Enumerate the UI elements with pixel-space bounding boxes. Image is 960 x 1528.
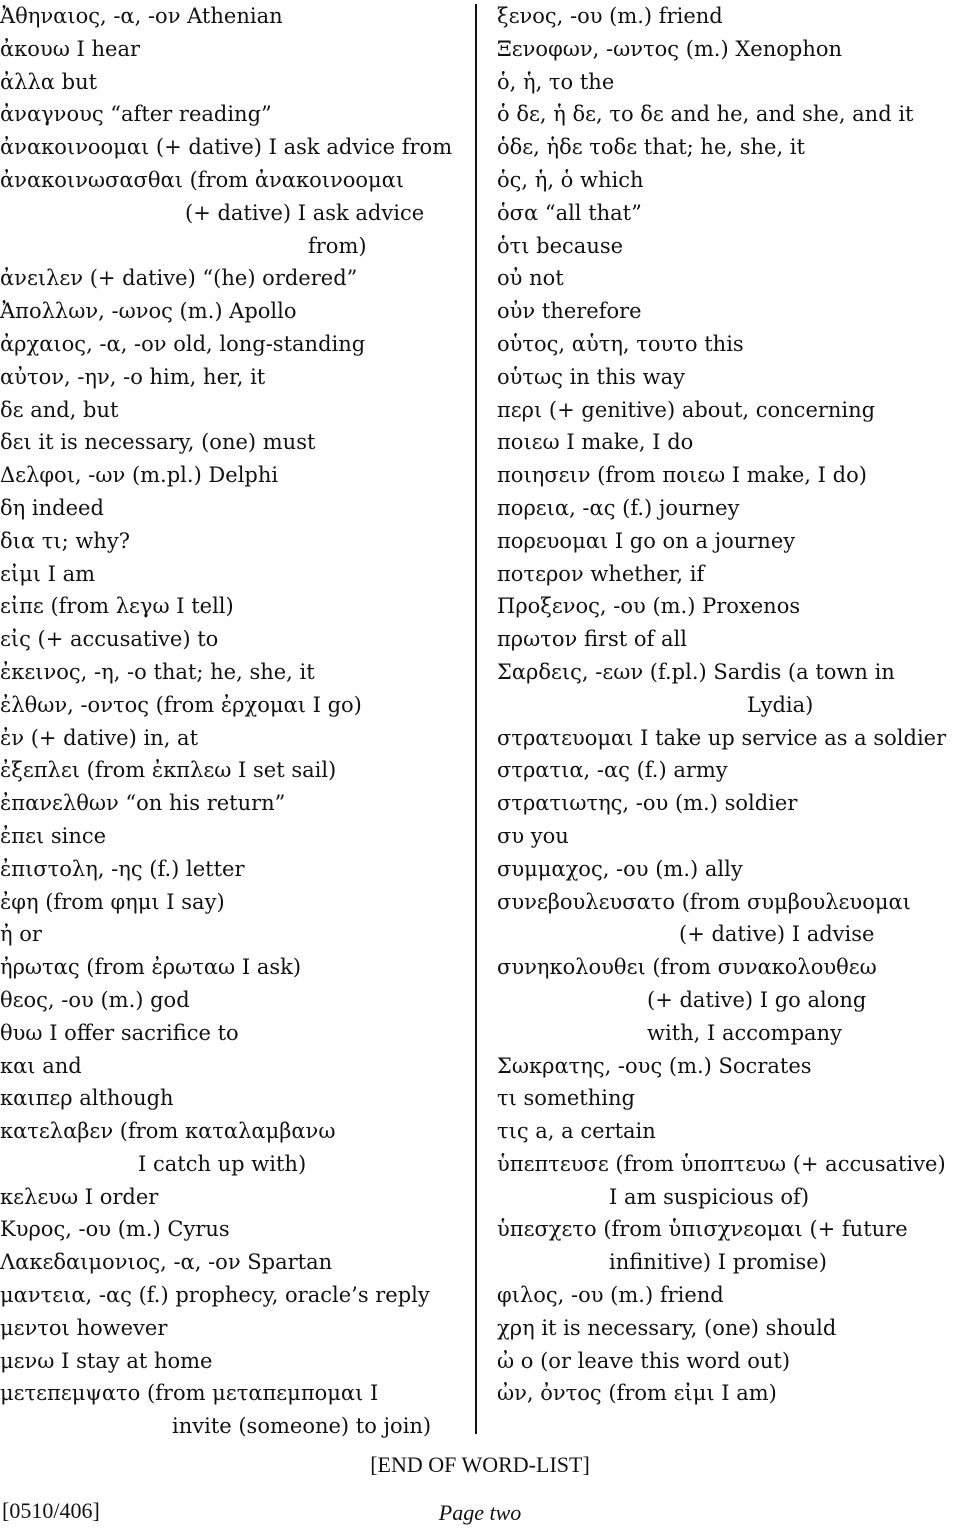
vocab-entry-line: ἐλθων, -οντος (from ἐρχομαι I go) [0,692,362,717]
vocab-entry-continuation: invite (someone) to join) [172,1414,432,1439]
vocab-entry-line: περι (+ genitive) about, concerning [497,397,876,422]
vocab-entry [0,164,470,262]
vocab-entry [0,1017,470,1050]
vocab-entry [0,820,470,853]
vocab-entry-line: ὁσα “all that” [497,200,642,225]
vocab-entry-continuation: I catch up with) [138,1151,307,1176]
vocab-entry [497,459,960,492]
vocab-entry [497,853,960,886]
vocab-entry [497,820,960,853]
vocab-entry-line: ὠν, ὀντος (from εἰμι I am) [497,1381,777,1406]
vocab-entry-line: οὐν therefore [497,299,642,324]
vocab-entry-line: ἐφη (from φημι I say) [0,889,225,914]
vocab-entry-line: πορεια, -ας (f.) journey [497,495,740,520]
document-code: [0510/406] [2,1498,100,1523]
vocab-entry [0,295,470,328]
vocab-entry [0,33,470,66]
vocab-entry [497,197,960,230]
vocab-entry-line: ποτερον whether, if [497,561,705,586]
vocab-entry-line: ἀνακοινοομαι (+ dative) I ask advice from [0,135,453,160]
vocab-entry [497,98,960,131]
vocab-entry-line: Δελφοι, -ων (m.pl.) Delphi [0,463,279,488]
vocab-entry-line: στρατια, -ας (f.) army [497,758,728,783]
vocab-entry-line: ὁτι because [497,233,624,258]
vocab-entry-continuation: Lydia) [747,692,814,717]
vocab-entry [497,787,960,820]
vocab-entry [497,1148,960,1214]
vocab-entry [0,361,470,394]
vocab-entry-line: δε and, but [0,397,119,422]
vocab-entry [0,1345,470,1378]
word-list-left-column [0,0,470,1443]
vocab-entry-line: ὁδε, ἡδε τοδε that; he, she, it [497,135,805,160]
vocab-entry [497,426,960,459]
vocab-entry-line: συνηκολουθει (from συνακολουθεω [497,955,877,980]
vocab-entry [0,426,470,459]
vocab-entry-line: Ξενοφων, -ωντος (m.) Xenophon [497,36,843,61]
vocab-entry [497,0,960,33]
vocab-entry [0,1213,470,1246]
vocab-entry [497,361,960,394]
vocab-entry-line: Ἀθηναιος, -α, -ον Athenian [0,4,283,28]
vocab-entry [0,623,470,656]
vocab-entry [0,98,470,131]
vocab-entry [497,590,960,623]
vocab-entry [497,66,960,99]
page-number: Page two [438,1500,522,1525]
vocab-entry-line: συμμαχος, -ου (m.) ally [497,856,743,881]
vocab-entry-continuation: infinitive) I promise) [609,1250,827,1275]
vocab-entry-line: ἐν (+ dative) in, at [0,725,199,750]
vocab-entry-continuation: (+ dative) I ask advice [185,200,425,225]
vocab-entry-line: ποιεω I make, I do [497,430,694,455]
vocab-entry-line: ἀνακοινωσασθαι (from ἀνακοινοομαι [0,167,405,192]
vocab-entry [497,164,960,197]
vocab-entry [497,33,960,66]
vocab-entry-line: ὑπεσχετο (from ὑπισχνεομαι (+ future [497,1217,908,1242]
vocab-entry-line: ξενος, -ου (m.) friend [497,4,723,28]
vocab-entry [497,1312,960,1345]
vocab-entry [497,1115,960,1148]
vocab-entry-line: μεντοι however [0,1315,168,1340]
vocab-entry-line: ἐξεπλει (from ἐκπλεω I set sail) [0,758,337,783]
vocab-entry-line: μαντεια, -ας (f.) prophecy, oracle’s reply [0,1283,430,1308]
vocab-entry [497,558,960,591]
vocab-entry-continuation: (+ dative) I go along [647,987,867,1012]
vocab-entry [0,525,470,558]
vocab-entry [0,984,470,1017]
vocab-entry-line: εἰς (+ accusative) to [0,627,219,652]
vocab-entry [0,722,470,755]
vocab-entry [0,951,470,984]
vocab-entry-line: Κυρος, -ου (m.) Cyrus [0,1217,230,1242]
vocab-entry-line: στρατιωτης, -ου (m.) soldier [497,791,798,816]
vocab-entry [497,492,960,525]
vocab-entry-line: κατελαβεν (from καταλαμβανω [0,1119,336,1144]
vocab-entry [0,689,470,722]
vocab-entry-line: μετεπεμψατο (from μεταπεμπομαι I [0,1381,379,1406]
vocab-entry [497,295,960,328]
vocab-entry [497,230,960,263]
vocab-entry [497,131,960,164]
vocab-entry [497,722,960,755]
vocab-entry-line: ἠ or [0,922,42,947]
vocab-entry [0,1377,470,1443]
vocab-entry-line: εἰπε (from λεγω I tell) [0,594,234,619]
vocab-entry-line: ἀλλα but [0,69,98,94]
vocab-entry-line: καιπερ although [0,1086,174,1111]
vocab-entry [497,886,960,952]
vocab-entry-line: τις a, a certain [497,1119,656,1144]
vocab-entry [0,1050,470,1083]
vocab-entry-line: Ἀπολλων, -ωνος (m.) Apollo [0,299,297,324]
vocab-entry-line: ἐκεινος, -η, -ο that; he, she, it [0,659,315,684]
vocab-entry-line: Σωκρατης, -ους (m.) Socrates [497,1053,812,1078]
vocab-entry-line: ἐπανελθων “on his return” [0,791,286,816]
vocab-entry-line: αὐτον, -ην, -ο him, her, it [0,364,266,389]
vocab-entry [0,656,470,689]
vocab-entry [497,951,960,1049]
vocab-entry-line: Προξενος, -ου (m.) Proxenos [497,594,801,619]
vocab-entry [0,886,470,919]
vocab-entry [0,590,470,623]
vocab-entry-line: ὠ o (or leave this word out) [497,1348,791,1373]
vocab-entry [0,262,470,295]
vocab-entry-line: εἰμι I am [0,561,96,586]
vocab-entry-line: ἀναγνους “after reading” [0,102,272,127]
vocab-entry-line: τι something [497,1086,635,1111]
vocab-entry-line: οὐ not [497,266,564,291]
vocab-entry-line: οὑτος, αὑτη, τουτο this [497,331,744,356]
vocab-entry [0,1115,470,1181]
vocab-entry-line: ὁ δε, ἡ δε, το δε and he, and she, and it [497,102,914,127]
vocab-entry [0,754,470,787]
vocab-entry-line: ἠρωτας (from ἐρωταω I ask) [0,955,302,980]
vocab-entry [497,656,960,722]
vocab-entry [0,558,470,591]
vocab-entry-line: πορευομαι I go on a journey [497,528,796,553]
vocab-entry [0,1181,470,1214]
vocab-entry [497,1050,960,1083]
vocab-entry [497,754,960,787]
vocab-entry-line: συνεβουλευσατο (from συμβουλευομαι [497,889,911,914]
vocab-entry [0,853,470,886]
vocab-entry-continuation: from) [308,233,367,258]
vocab-entry [497,1213,960,1279]
vocab-entry-line: ἀρχαιος, -α, -ον old, long-standing [0,331,366,356]
vocab-entry-line: δη indeed [0,495,104,520]
vocab-entry-line: συ you [497,823,569,848]
vocab-entry-line: Λακεδαιμονιος, -α, -ον Spartan [0,1250,333,1275]
vocab-entry [0,459,470,492]
vocab-entry-line: ἀκουω I hear [0,36,140,61]
vocab-entry-line: Σαρδεις, -εων (f.pl.) Sardis (a town in [497,659,895,684]
vocab-entry-line: και and [0,1053,82,1078]
vocab-entry-line: θυω I offer sacrifice to [0,1020,239,1045]
vocab-entry-line: μενω I stay at home [0,1348,213,1373]
vocab-entry [0,918,470,951]
vocab-entry [497,328,960,361]
vocab-entry [0,1279,470,1312]
vocab-entry [0,0,470,33]
vocab-entry-line: ἐπιστολη, -ης (f.) letter [0,856,245,881]
vocab-entry [0,1312,470,1345]
vocab-entry-line: ἐπει since [0,823,107,848]
vocab-entry-line: πρωτον first of all [497,627,687,652]
vocab-entry-line: χρη it is necessary, (one) should [497,1315,837,1340]
vocab-entry-continuation: I am suspicious of) [609,1184,810,1209]
vocab-entry-line: δει it is necessary, (one) must [0,430,316,455]
vocab-entry-line: ὁς, ἡ, ὁ which [497,167,644,192]
vocab-entry [0,66,470,99]
vocab-entry [497,1377,960,1410]
vocab-entry-line: θεος, -ου (m.) god [0,987,190,1012]
vocab-entry-line: φιλος, -ου (m.) friend [497,1283,724,1308]
vocab-entry-line: ὁ, ἡ, το the [497,69,615,94]
vocab-entry [497,394,960,427]
vocab-entry-line: ἀνειλεν (+ dative) “(he) ordered” [0,266,358,291]
vocab-entry [497,525,960,558]
vocab-entry-line: κελευω I order [0,1184,159,1209]
vocab-entry [0,131,470,164]
vocab-entry-line: οὑτως in this way [497,364,685,389]
vocab-entry [497,1082,960,1115]
vocab-entry [0,1082,470,1115]
vocab-entry [0,787,470,820]
vocab-entry [0,328,470,361]
vocab-entry-line: στρατευομαι I take up service as a soldier [497,725,947,750]
vocab-entry [497,1279,960,1312]
vocab-entry-line: δια τι; why? [0,528,130,553]
vocab-entry [0,1246,470,1279]
vocab-entry-continuation: with, I accompany [647,1020,842,1045]
vocab-entry-continuation: (+ dative) I advise [679,922,875,947]
vocab-entry [497,623,960,656]
vocab-entry-line: ὑπεπτευσε (from ὑποπτευω (+ accusative) [497,1151,946,1176]
vocab-entry-line: ποιησειν (from ποιεω I make, I do) [497,463,867,488]
word-list-right-column [497,0,960,1410]
vocab-entry [0,492,470,525]
vocab-entry [497,262,960,295]
vocab-entry [0,394,470,427]
vocab-entry [497,1345,960,1378]
end-of-word-list: [END OF WORD-LIST] [370,1452,590,1477]
column-divider [475,4,477,1434]
